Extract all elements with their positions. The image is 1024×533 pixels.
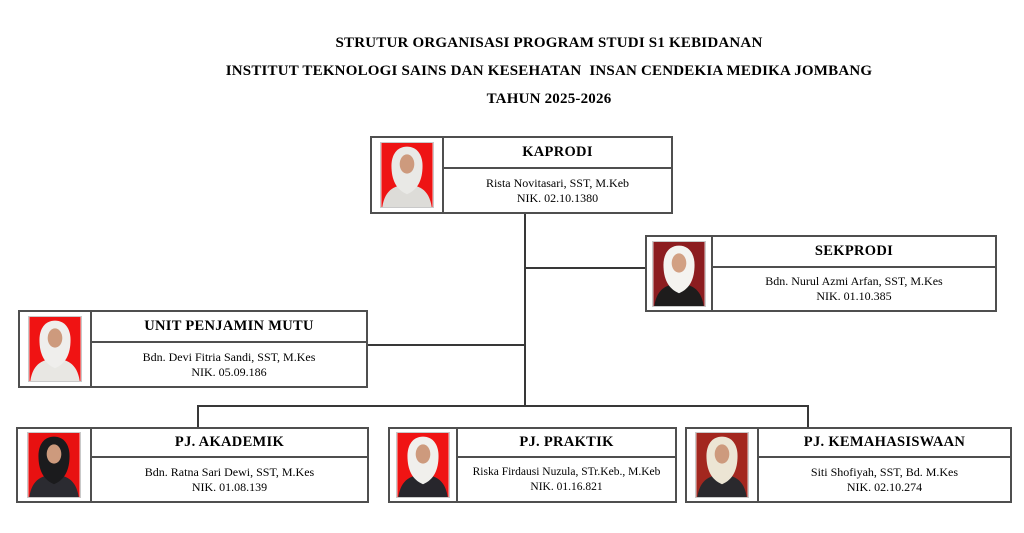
connector-drop-kemahasiswaan: [807, 405, 809, 427]
member-nik: NIK. 01.10.385: [816, 289, 892, 303]
node-title: PJ. AKADEMIK: [92, 429, 367, 458]
chart-title-line2: INSTITUT TEKNOLOGI SAINS DAN KESEHATAN INSAN CENDEKIA MEDIKA JOMBANG: [225, 63, 873, 79]
connector-trunk-vertical: [524, 214, 526, 407]
member-name: Bdn. Ratna Sari Dewi, SST, M.Kes: [144, 464, 315, 479]
person-portrait-icon: [695, 432, 749, 498]
node-text-cell: [713, 237, 995, 310]
member-photo: [20, 312, 92, 386]
node-info: [713, 268, 995, 310]
org-node-pj-kemahasiswaan: [685, 427, 1012, 503]
member-name: Bdn. Devi Fitria Sandi, SST, M.Kes: [142, 349, 316, 364]
person-portrait-icon: [396, 432, 450, 498]
connector-to-unit-penjamin-mutu: [368, 344, 526, 346]
person-portrait-icon: [652, 241, 706, 307]
node-title: PJ. KEMAHASISWAAN: [759, 429, 1010, 458]
node-text-cell: [92, 312, 366, 386]
node-text-cell: [458, 429, 675, 501]
member-name: Bdn. Nurul Azmi Arfan, SST, M.Kes: [765, 274, 943, 288]
node-info: [759, 458, 1010, 501]
member-nik: NIK. 02.10.274: [846, 479, 923, 494]
node-info: [444, 169, 671, 212]
chart-title-line3: TAHUN 2025-2026: [486, 91, 612, 107]
node-info: [92, 458, 367, 501]
member-name: Siti Shofiyah, SST, Bd. M.Kes: [810, 464, 959, 479]
node-title: PJ. PRAKTIK: [458, 429, 675, 458]
member-photo: [687, 429, 759, 501]
org-node-unit-penjamin-mutu: [18, 310, 368, 388]
member-photo: [647, 237, 713, 310]
member-nik: NIK. 01.16.821: [530, 480, 603, 493]
member-photo: [18, 429, 92, 501]
member-nik: NIK. 01.08.139: [191, 479, 268, 494]
member-name: Rista Novitasari, SST, M.Keb: [485, 175, 630, 190]
node-text-cell: [759, 429, 1010, 501]
node-title: KAPRODI: [444, 138, 671, 169]
org-node-sekprodi: [645, 235, 997, 312]
org-node-pj-praktik: [388, 427, 677, 503]
chart-title-line1: STRUTUR ORGANISASI PROGRAM STUDI S1 KEBIDANAN: [335, 35, 763, 51]
person-portrait-icon: [380, 142, 434, 208]
member-photo: [372, 138, 444, 212]
node-text-cell: [444, 138, 671, 212]
chart-header: [37, 34, 1024, 118]
node-info: [458, 458, 675, 501]
person-portrait-icon: [28, 316, 82, 382]
member-nik: NIK. 02.10.1380: [516, 190, 599, 205]
member-nik: NIK. 05.09.186: [191, 364, 267, 379]
connector-drop-akademik: [197, 405, 199, 427]
node-info: [92, 343, 366, 386]
member-name: Riska Firdausi Nuzula, STr.Keb., M.Keb: [472, 465, 661, 478]
connector-bottom-bus: [197, 405, 809, 407]
org-node-kaprodi: [370, 136, 673, 214]
node-title: SEKPRODI: [713, 237, 995, 268]
person-portrait-icon: [27, 432, 81, 498]
connector-to-sekprodi: [524, 267, 645, 269]
node-text-cell: [92, 429, 367, 501]
org-node-pj-akademik: [16, 427, 369, 503]
node-title: UNIT PENJAMIN MUTU: [92, 312, 366, 343]
member-photo: [390, 429, 458, 501]
